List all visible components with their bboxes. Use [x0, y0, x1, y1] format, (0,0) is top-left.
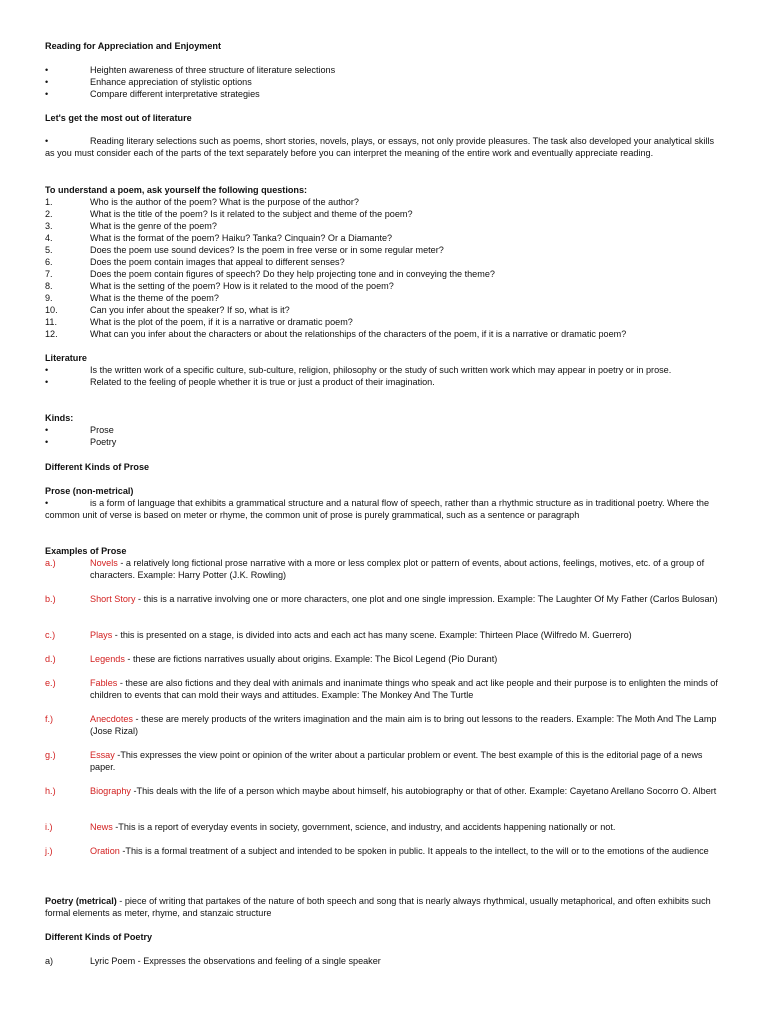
question-text: What is the format of the poem? Haiku? Tanka? Cinquain? Or a Diamante?	[90, 233, 393, 243]
example-term: Plays	[90, 630, 113, 640]
example-letter: f.)	[45, 714, 54, 724]
question-text: What is the setting of the poem? How is it related to the mood of the poem?	[90, 281, 394, 291]
question-text: Who is the author of the poem? What is the purpose of the author?	[90, 197, 359, 207]
poem-question-item	[45, 244, 723, 256]
question-number: 2.	[45, 209, 53, 219]
kinds-bullet-list	[45, 424, 723, 448]
reading-bullet-list	[45, 64, 723, 100]
poetry-kind-item: a) Lyric Poem - Expresses the observations and feeling of a single speaker	[45, 956, 381, 966]
prose-example-item	[45, 653, 723, 665]
example-letter: j.)	[45, 846, 53, 856]
poem-question-item	[45, 328, 723, 340]
question-text: What is the plot of the poem, if it is a narrative or dramatic poem?	[90, 317, 353, 327]
example-body	[90, 821, 723, 833]
section-heading-kinds: Kinds:	[45, 413, 74, 423]
example-description: - these are also fictions and they deal with animals and inanimate things who speak and act like people and their purpose is to enlighten the minds of children to events that can mold their ways and attitudes. Example: The Monkey And The Turtle	[90, 678, 718, 700]
example-description: - this is presented on a stage, is divided into acts and each act has many scene. Example: Thirteen Place (Wilfredo M. Guerrero)	[112, 630, 632, 640]
example-term: Legends	[90, 654, 125, 664]
list-item: • Related to the feeling of people whether it is true or just a product of their imagination.	[45, 377, 435, 387]
prose-example-item	[45, 713, 723, 737]
question-number: 6.	[45, 257, 53, 267]
section-heading-prose-nm: Prose (non-metrical)	[45, 486, 134, 496]
section-heading-poem: To understand a poem, ask yourself the following questions:	[45, 185, 308, 195]
example-body	[90, 593, 723, 605]
question-number: 10.	[45, 305, 58, 315]
example-body	[90, 845, 723, 857]
prose-definition-paragraph: • is a form of language that exhibits a grammatical structure and a natural flow of speech, rather than a rhythmic structure as in traditional poetry. Where the common unit of verse is based on meter or rhyme, the common unit of prose is purely grammatical, such as a sentence or paragraph	[45, 498, 710, 520]
example-term: Anecdotes	[90, 714, 133, 724]
poetry-term: Poetry (metrical)	[45, 896, 117, 906]
example-description: -This deals with the life of a person which maybe about himself, his autobiography or that of other. Example: Cayetano Arellano Socorro O. Albert	[130, 786, 717, 796]
example-body	[90, 785, 723, 797]
prose-example-item	[45, 557, 723, 581]
example-body	[90, 629, 723, 641]
question-number: 9.	[45, 293, 53, 303]
poem-question-item	[45, 316, 723, 328]
poem-question-item	[45, 304, 723, 316]
question-text: What can you infer about the characters or about the relationships of the characters of the poem, if it is a narrative or dramatic poem?	[90, 329, 627, 339]
question-text: What is the genre of the poem?	[90, 221, 217, 231]
poem-question-item	[45, 220, 723, 232]
question-text: What is the title of the poem? Is it related to the subject and theme of the poem?	[90, 209, 413, 219]
example-term: Novels	[90, 558, 118, 568]
prose-example-item	[45, 749, 723, 773]
example-letter: i.)	[45, 822, 53, 832]
question-number: 4.	[45, 233, 53, 243]
question-text: Can you infer about the speaker? If so, what is it?	[90, 305, 290, 315]
example-description: -This is a report of everyday events in society, government, science, and industry, and accidents happening nationally or not.	[112, 822, 616, 832]
question-number: 8.	[45, 281, 53, 291]
example-letter: g.)	[45, 750, 56, 760]
prose-example-item	[45, 845, 723, 857]
example-letter: d.)	[45, 654, 56, 664]
example-body	[90, 713, 723, 737]
example-description: - this is a narrative involving one or more characters, one plot and one single impression. Example: The Laughter Of My Father (Carlos Bulosan)	[135, 594, 718, 604]
example-letter: c.)	[45, 630, 56, 640]
literature-bullet-list	[45, 364, 723, 388]
poem-question-item	[45, 208, 723, 220]
question-text: Does the poem use sound devices? Is the poem in free verse or in some regular meter?	[90, 245, 444, 255]
list-item: • Enhance appreciation of stylistic options	[45, 77, 252, 87]
example-term: Short Story	[90, 594, 136, 604]
most-out-paragraph: • Reading literary selections such as poems, short stories, novels, plays, or essays, not only provide pleasures. The task also developed your analytical skills as you must consider each of the parts of the text separately before you can interpret the meaning of the entire work and eventually appreciate reading.	[45, 136, 715, 158]
example-term: Fables	[90, 678, 118, 688]
poem-question-item	[45, 292, 723, 304]
question-text: Does the poem contain images that appeal to different senses?	[90, 257, 345, 267]
example-description: -This expresses the view point or opinion of the writer about a particular problem or event. The best example of this is the editorial page of a news paper.	[90, 750, 703, 772]
section-heading-diff-prose: Different Kinds of Prose	[45, 462, 150, 472]
example-body	[90, 653, 723, 665]
poem-question-item	[45, 280, 723, 292]
poem-question-item	[45, 232, 723, 244]
prose-example-item	[45, 785, 723, 797]
example-description: - these are fictions narratives usually about origins. Example: The Bicol Legend (Pio Durant)	[124, 654, 498, 664]
example-term: Essay	[90, 750, 115, 760]
question-number: 3.	[45, 221, 53, 231]
poem-question-item	[45, 268, 723, 280]
section-heading-reading: Reading for Appreciation and Enjoyment	[45, 41, 221, 51]
list-item: • Poetry	[45, 437, 117, 447]
section-heading-diff-poetry: Different Kinds of Poetry	[45, 932, 153, 942]
question-text: Does the poem contain figures of speech? Do they help projecting tone and in conveying the theme?	[90, 269, 495, 279]
section-heading-most-out: Let's get the most out of literature	[45, 113, 192, 123]
example-term: Oration	[90, 846, 120, 856]
example-term: Biography	[90, 786, 131, 796]
prose-example-item	[45, 821, 723, 833]
list-item: • Compare different interpretative strategies	[45, 89, 260, 99]
example-description: -This is a formal treatment of a subject and intended to be spoken in public. It appeals to the intellect, to the will or to the emotions of the audience	[119, 846, 709, 856]
example-body	[90, 677, 723, 701]
section-heading-examples: Examples of Prose	[45, 546, 127, 556]
example-body	[90, 557, 723, 581]
prose-example-item	[45, 593, 723, 605]
poem-question-item	[45, 256, 723, 268]
example-body	[90, 749, 723, 773]
poem-question-list	[45, 196, 723, 340]
example-description: - a relatively long fictional prose narrative with a more or less complex plot or pattern of events, about actions, feelings, motives, etc. of a group of characters. Example: Harry Potter (J.K. Rowling)	[90, 558, 705, 580]
question-number: 7.	[45, 269, 53, 279]
prose-example-item	[45, 677, 723, 701]
example-term: News	[90, 822, 113, 832]
poem-question-item	[45, 196, 723, 208]
poetry-definition-paragraph: Poetry (metrical) - piece of writing that partakes of the nature of both speech and song that is nearly always rhythmical, usually metaphorical, and often exhibits such formal elements as meter, rhyme, and stanzaic structure	[45, 896, 711, 918]
question-number: 12.	[45, 329, 58, 339]
example-letter: e.)	[45, 678, 56, 688]
question-text: What is the theme of the poem?	[90, 293, 219, 303]
question-number: 5.	[45, 245, 53, 255]
question-number: 1.	[45, 197, 53, 207]
example-description: - these are merely products of the writers imagination and the main aim is to bring out lessons to the readers. Example: The Moth And The Lamp (Jose Rizal)	[90, 714, 717, 736]
list-item: • Is the written work of a specific culture, sub-culture, religion, philosophy or the study of such written work which may appear in poetry or in prose.	[45, 365, 672, 375]
example-letter: a.)	[45, 558, 56, 568]
list-item: • Heighten awareness of three structure of literature selections	[45, 65, 336, 75]
example-letter: h.)	[45, 786, 56, 796]
prose-example-item	[45, 629, 723, 641]
list-item: • Prose	[45, 425, 114, 435]
question-number: 11.	[45, 317, 57, 327]
example-letter: b.)	[45, 594, 56, 604]
section-heading-literature: Literature	[45, 353, 87, 363]
